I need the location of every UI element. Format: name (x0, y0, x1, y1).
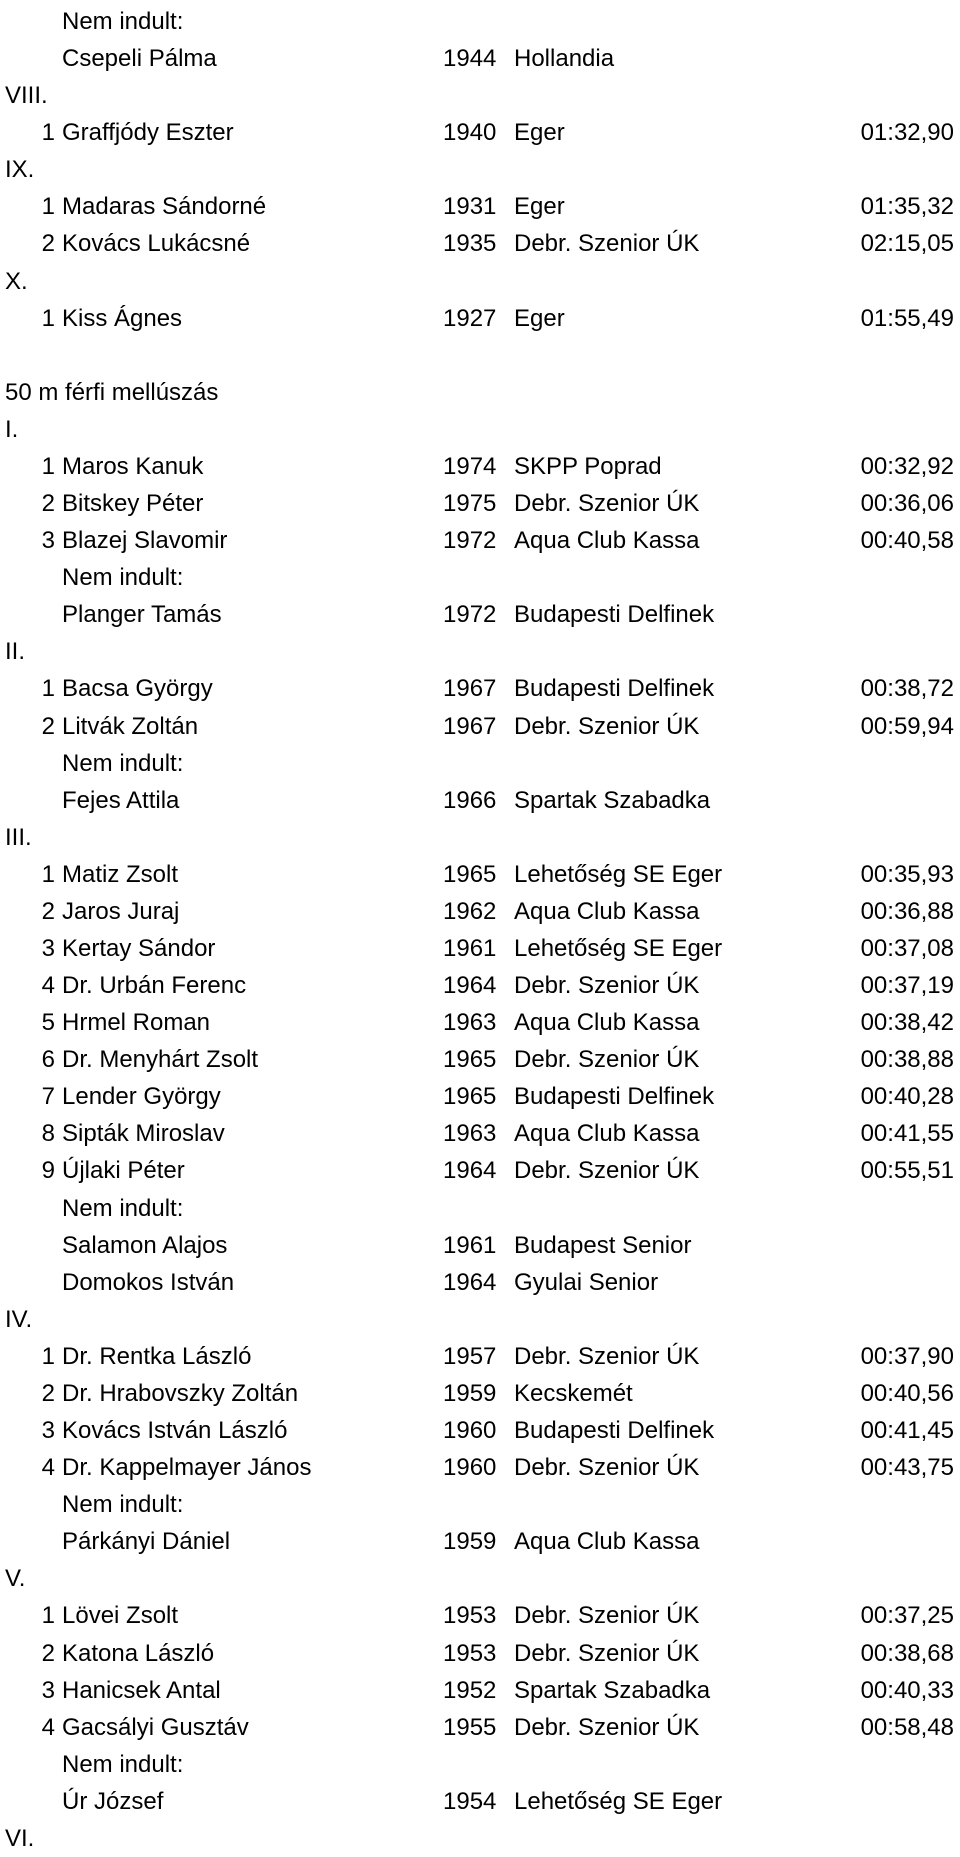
birth-year: 1962 (443, 898, 497, 925)
did-not-start-label-row (0, 1746, 960, 1783)
birth-year: 1931 (443, 193, 497, 220)
result-place: 2 (41, 898, 55, 925)
result-row (0, 893, 960, 930)
result-time: 00:37,90 (860, 1343, 954, 1370)
result-time: 00:40,56 (860, 1380, 954, 1407)
did-not-start-label: Nem indult: (62, 1491, 184, 1518)
result-place: 4 (41, 1454, 55, 1481)
birth-year: 1935 (443, 230, 497, 257)
club-name: Debr. Szenior ÚK (514, 1602, 700, 1629)
club-name: Debr. Szenior ÚK (514, 1046, 700, 1073)
result-row (0, 1672, 960, 1709)
club-name: Spartak Szabadka (514, 1677, 711, 1704)
did-not-start-label: Nem indult: (62, 750, 184, 777)
birth-year: 1960 (443, 1454, 497, 1481)
birth-year: 1955 (443, 1714, 497, 1741)
result-place: 4 (41, 972, 55, 999)
age-category-label: V. (5, 1565, 26, 1592)
swimmer-name: Fejes Attila (62, 787, 180, 814)
result-time: 00:38,68 (860, 1640, 954, 1667)
result-row (0, 1783, 960, 1820)
swimmer-name: Jaros Juraj (62, 898, 180, 925)
club-name: SKPP Poprad (514, 453, 662, 480)
result-time: 00:40,58 (860, 527, 954, 554)
result-time: 00:41,55 (860, 1120, 954, 1147)
result-row (0, 1338, 960, 1375)
swimmer-name: Maros Kanuk (62, 453, 204, 480)
club-name: Budapesti Delfinek (514, 601, 715, 628)
swimmer-name: Kovács István László (62, 1417, 288, 1444)
blank-line (0, 337, 960, 374)
swimmer-name: Hrmel Roman (62, 1009, 211, 1036)
result-place: 1 (41, 1602, 55, 1629)
result-row (0, 1635, 960, 1672)
club-name: Debr. Szenior ÚK (514, 1454, 700, 1481)
swimmer-name: Dr. Urbán Ferenc (62, 972, 247, 999)
swimmer-name: Graffjódy Eszter (62, 119, 234, 146)
event-title: 50 m férfi mellúszás (5, 379, 219, 406)
swimmer-name: Litvák Zoltán (62, 713, 199, 740)
birth-year: 1967 (443, 713, 497, 740)
club-name: Budapesti Delfinek (514, 1083, 715, 1110)
swimmer-name: Bitskey Péter (62, 490, 204, 517)
swimmer-name: Gacsályi Gusztáv (62, 1714, 249, 1741)
age-category-label: III. (5, 824, 32, 851)
swimmer-name: Salamon Alajos (62, 1232, 228, 1259)
birth-year: 1927 (443, 305, 497, 332)
result-row (0, 930, 960, 967)
did-not-start-label-row (0, 1190, 960, 1227)
did-not-start-label: Nem indult: (62, 1195, 184, 1222)
result-row (0, 670, 960, 707)
age-category-label: VIII. (5, 82, 48, 109)
swimmer-name: Bacsa György (62, 675, 213, 702)
result-row (0, 1152, 960, 1189)
result-place: 2 (41, 490, 55, 517)
result-row (0, 300, 960, 337)
result-row (0, 1412, 960, 1449)
club-name: Debr. Szenior ÚK (514, 1714, 700, 1741)
result-row (0, 1375, 960, 1412)
result-row (0, 596, 960, 633)
birth-year: 1944 (443, 45, 497, 72)
club-name: Aqua Club Kassa (514, 527, 700, 554)
club-name: Debr. Szenior ÚK (514, 230, 700, 257)
result-time: 01:55,49 (860, 305, 954, 332)
age-category-label: IV. (5, 1306, 33, 1333)
club-name: Gyulai Senior (514, 1269, 659, 1296)
birth-year: 1965 (443, 861, 497, 888)
result-row (0, 448, 960, 485)
swimmer-name: Újlaki Péter (62, 1157, 185, 1184)
swimmer-name: Lender György (62, 1083, 221, 1110)
birth-year: 1954 (443, 1788, 497, 1815)
result-time: 00:36,06 (860, 490, 954, 517)
age-category-label: IX. (5, 156, 35, 183)
did-not-start-label: Nem indult: (62, 8, 184, 35)
result-place: 9 (41, 1157, 55, 1184)
result-place: 8 (41, 1120, 55, 1147)
result-place: 2 (41, 230, 55, 257)
did-not-start-label-row (0, 1486, 960, 1523)
birth-year: 1974 (443, 453, 497, 480)
did-not-start-label: Nem indult: (62, 1751, 184, 1778)
club-name: Aqua Club Kassa (514, 1528, 700, 1555)
did-not-start-label: Nem indult: (62, 564, 184, 591)
birth-year: 1940 (443, 119, 497, 146)
club-name: Lehetőség SE Eger (514, 861, 723, 888)
club-name: Aqua Club Kassa (514, 898, 700, 925)
age-category-heading (0, 263, 960, 300)
birth-year: 1953 (443, 1602, 497, 1629)
result-row (0, 1523, 960, 1560)
age-category-heading (0, 1301, 960, 1338)
club-name: Hollandia (514, 45, 615, 72)
club-name: Budapest Senior (514, 1232, 692, 1259)
result-row (0, 188, 960, 225)
age-category-heading (0, 77, 960, 114)
swimmer-name: Katona László (62, 1640, 215, 1667)
birth-year: 1959 (443, 1528, 497, 1555)
result-place: 2 (41, 713, 55, 740)
age-category-label: II. (5, 638, 26, 665)
result-time: 00:37,25 (860, 1602, 954, 1629)
birth-year: 1972 (443, 527, 497, 554)
club-name: Spartak Szabadka (514, 787, 711, 814)
swimmer-name: Dr. Kappelmayer János (62, 1454, 312, 1481)
age-category-heading (0, 819, 960, 856)
club-name: Lehetőség SE Eger (514, 1788, 723, 1815)
swimmer-name: Párkányi Dániel (62, 1528, 231, 1555)
birth-year: 1972 (443, 601, 497, 628)
club-name: Budapesti Delfinek (514, 1417, 715, 1444)
age-category-label: VI. (5, 1825, 35, 1852)
result-time: 00:59,94 (860, 713, 954, 740)
result-row (0, 1115, 960, 1152)
result-time: 01:35,32 (860, 193, 954, 220)
swimmer-name: Kertay Sándor (62, 935, 216, 962)
result-row (0, 114, 960, 151)
swimmer-name: Dr. Rentka László (62, 1343, 252, 1370)
swimmer-name: Domokos István (62, 1269, 235, 1296)
result-time: 00:37,19 (860, 972, 954, 999)
result-time: 00:40,33 (860, 1677, 954, 1704)
swimmer-name: Madaras Sándorné (62, 193, 267, 220)
club-name: Debr. Szenior ÚK (514, 1157, 700, 1184)
result-place: 3 (41, 527, 55, 554)
swimmer-name: Kiss Ágnes (62, 305, 183, 332)
birth-year: 1964 (443, 1269, 497, 1296)
club-name: Debr. Szenior ÚK (514, 972, 700, 999)
birth-year: 1964 (443, 1157, 497, 1184)
result-place: 4 (41, 1714, 55, 1741)
result-row (0, 1709, 960, 1746)
swimmer-name: Kovács Lukácsné (62, 230, 251, 257)
result-row (0, 782, 960, 819)
club-name: Budapesti Delfinek (514, 675, 715, 702)
birth-year: 1961 (443, 935, 497, 962)
result-row (0, 40, 960, 77)
result-time: 00:41,45 (860, 1417, 954, 1444)
result-time: 00:38,72 (860, 675, 954, 702)
birth-year: 1975 (443, 490, 497, 517)
swimmer-name: Blazej Slavomir (62, 527, 228, 554)
birth-year: 1965 (443, 1046, 497, 1073)
event-heading (0, 374, 960, 411)
swimmer-name: Planger Tamás (62, 601, 222, 628)
result-place: 6 (41, 1046, 55, 1073)
birth-year: 1964 (443, 972, 497, 999)
swimmer-name: Matiz Zsolt (62, 861, 179, 888)
did-not-start-label-row (0, 3, 960, 40)
result-time: 02:15,05 (860, 230, 954, 257)
swimmer-name: Hanicsek Antal (62, 1677, 221, 1704)
did-not-start-label-row (0, 559, 960, 596)
birth-year: 1957 (443, 1343, 497, 1370)
result-row (0, 1597, 960, 1634)
age-category-heading (0, 1820, 960, 1857)
birth-year: 1960 (443, 1417, 497, 1444)
club-name: Lehetőség SE Eger (514, 935, 723, 962)
birth-year: 1967 (443, 675, 497, 702)
swimmer-name: Sipták Miroslav (62, 1120, 225, 1147)
swimmer-name: Úr József (62, 1788, 164, 1815)
club-name: Debr. Szenior ÚK (514, 713, 700, 740)
birth-year: 1959 (443, 1380, 497, 1407)
swimmer-name: Lövei Zsolt (62, 1602, 179, 1629)
age-category-heading (0, 151, 960, 188)
result-place: 1 (41, 453, 55, 480)
result-row (0, 1041, 960, 1078)
result-place: 2 (41, 1640, 55, 1667)
result-row (0, 1078, 960, 1115)
club-name: Debr. Szenior ÚK (514, 1343, 700, 1370)
result-place: 1 (41, 675, 55, 702)
birth-year: 1963 (443, 1009, 497, 1036)
result-row (0, 522, 960, 559)
result-time: 00:38,88 (860, 1046, 954, 1073)
club-name: Eger (514, 193, 565, 220)
club-name: Aqua Club Kassa (514, 1120, 700, 1147)
swimmer-name: Dr. Menyhárt Zsolt (62, 1046, 259, 1073)
result-time: 00:55,51 (860, 1157, 954, 1184)
birth-year: 1963 (443, 1120, 497, 1147)
birth-year: 1952 (443, 1677, 497, 1704)
result-row (0, 485, 960, 522)
result-row (0, 1264, 960, 1301)
club-name: Debr. Szenior ÚK (514, 1640, 700, 1667)
result-place: 1 (41, 193, 55, 220)
result-place: 2 (41, 1380, 55, 1407)
result-time: 00:58,48 (860, 1714, 954, 1741)
result-row (0, 1449, 960, 1486)
result-time: 00:35,93 (860, 861, 954, 888)
result-place: 1 (41, 861, 55, 888)
result-time: 01:32,90 (860, 119, 954, 146)
result-place: 3 (41, 1417, 55, 1444)
result-place: 1 (41, 119, 55, 146)
result-row (0, 708, 960, 745)
result-time: 00:36,88 (860, 898, 954, 925)
result-time: 00:32,92 (860, 453, 954, 480)
result-time: 00:43,75 (860, 1454, 954, 1481)
birth-year: 1966 (443, 787, 497, 814)
birth-year: 1961 (443, 1232, 497, 1259)
result-time: 00:38,42 (860, 1009, 954, 1036)
result-row (0, 856, 960, 893)
result-place: 1 (41, 305, 55, 332)
result-place: 3 (41, 935, 55, 962)
result-time: 00:40,28 (860, 1083, 954, 1110)
result-row (0, 1227, 960, 1264)
swimmer-name: Dr. Hrabovszky Zoltán (62, 1380, 299, 1407)
result-row (0, 225, 960, 262)
club-name: Eger (514, 119, 565, 146)
result-time: 00:37,08 (860, 935, 954, 962)
result-place: 3 (41, 1677, 55, 1704)
age-category-label: I. (5, 416, 19, 443)
result-row (0, 1004, 960, 1041)
result-row (0, 967, 960, 1004)
birth-year: 1953 (443, 1640, 497, 1667)
club-name: Eger (514, 305, 565, 332)
club-name: Aqua Club Kassa (514, 1009, 700, 1036)
did-not-start-label-row (0, 745, 960, 782)
age-category-heading (0, 411, 960, 448)
age-category-label: X. (5, 268, 28, 295)
birth-year: 1965 (443, 1083, 497, 1110)
result-place: 5 (41, 1009, 55, 1036)
result-place: 1 (41, 1343, 55, 1370)
swimmer-name: Csepeli Pálma (62, 45, 217, 72)
age-category-heading (0, 633, 960, 670)
club-name: Debr. Szenior ÚK (514, 490, 700, 517)
result-place: 7 (41, 1083, 55, 1110)
club-name: Kecskemét (514, 1380, 633, 1407)
age-category-heading (0, 1560, 960, 1597)
